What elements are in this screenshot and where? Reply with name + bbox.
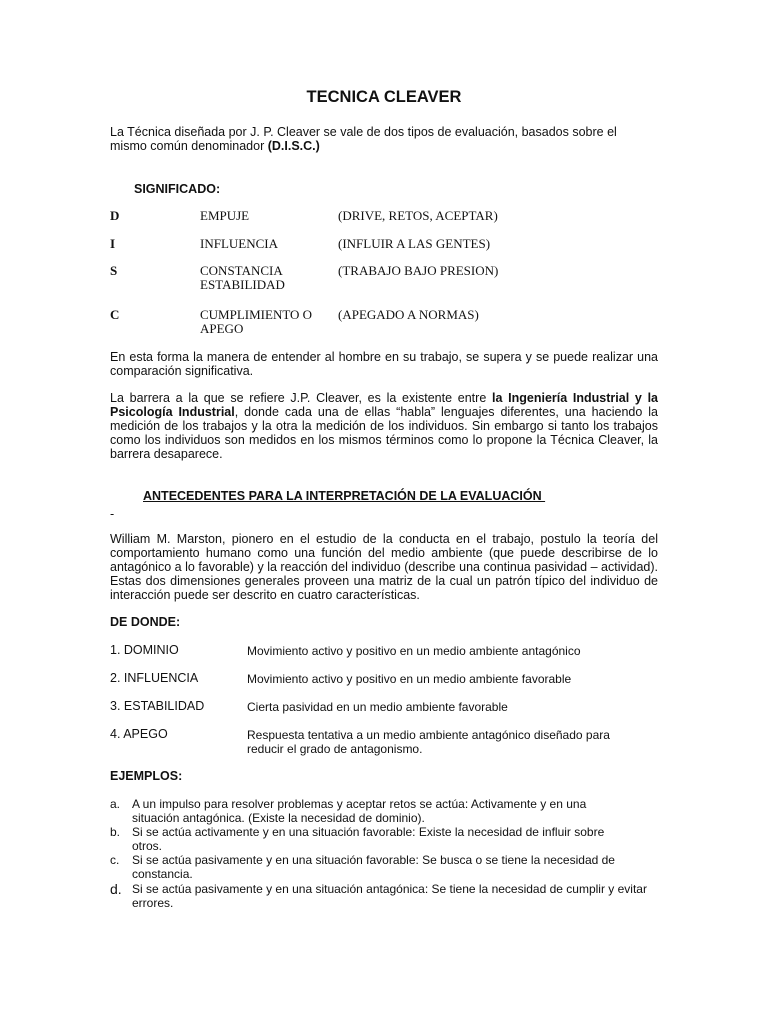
antecedentes-heading: ANTECEDENTES PARA LA INTERPRETACIÓN DE LA EVALUACIÓN xyxy=(143,489,546,503)
word-i: INFLUENCIA xyxy=(200,236,278,251)
barrera-bold: la Ingeniería Industrial y la Psicología Industrial xyxy=(110,391,658,419)
de-donde-desc-1: Movimiento activo y positivo en un medio ambiente antagónico xyxy=(247,644,581,658)
meaning-c: (APEGADO A NORMAS) xyxy=(338,307,479,322)
ejemplo-item-d xyxy=(110,882,658,910)
word-c: CUMPLIMIENTO O APEGO xyxy=(200,307,313,336)
ejemplo-text-a: A un impulso para resolver problemas y aceptar retos se actúa: Activamente y en una situación antagónica. (Existe la necesidad de dominio). xyxy=(132,797,587,825)
antecedentes-dash: - xyxy=(110,507,115,521)
word-d: EMPUJE xyxy=(200,208,250,223)
de-donde-desc-4: Respuesta tentativa a un medio ambiente antagónico diseñado para reducir el grado de antagonismo. xyxy=(247,728,610,756)
letter-c: C xyxy=(110,307,120,322)
ejemplo-text-b: Si se actúa activamente y en una situación favorable: Existe la necesidad de influir sobre otros. xyxy=(132,825,605,853)
de-donde-desc-2: Movimiento activo y positivo en un medio ambiente favorable xyxy=(247,672,572,686)
de-donde-label-3: 3. ESTABILIDAD xyxy=(110,699,205,713)
de-donde-desc-3: Cierta pasividad en un medio ambiente favorable xyxy=(247,700,508,714)
ejemplo-marker-b: b. xyxy=(110,825,121,839)
intro-bold: (D.I.S.C.) xyxy=(267,139,320,153)
ejemplo-marker-c: c. xyxy=(110,853,120,867)
letter-i: I xyxy=(110,236,116,251)
intro-text: La Técnica diseñada por J. P. Cleaver se vale de dos tipos de evaluación, basados sobre el mismo común denominador xyxy=(110,125,617,153)
paragraph-barrera xyxy=(110,391,658,461)
meaning-s: (TRABAJO BAJO PRESION) xyxy=(338,263,499,278)
ejemplo-text-c: Si se actúa pasivamente y en una situación favorable: Se busca o se tiene la necesidad de constancia. xyxy=(132,853,615,881)
de-donde-label-1: 1. DOMINIO xyxy=(110,643,179,657)
barrera-text-1: La barrera a la que se refiere J.P. Cleaver, es la existente entre xyxy=(110,391,492,405)
word-s: CONSTANCIA ESTABILIDAD xyxy=(200,263,285,292)
ejemplo-text-d: Si se actúa pasivamente y en una situación antagónica: Se tiene la necesidad de cumplir y evitar errores. xyxy=(132,882,647,910)
de-donde-heading: DE DONDE: xyxy=(110,615,181,629)
ejemplos-heading: EJEMPLOS: xyxy=(110,769,183,783)
ejemplo-item-c xyxy=(110,853,658,881)
barrera-text-2: , donde cada una de ellas “habla” lenguajes diferentes, una haciendo la medición de los trabajos y la otra la medición de los individuos. Sin embargo si tanto los trabajos como los individuos son medidos en los mismos términos como lo propone la Técnica Cleaver, la barrera desaparece. xyxy=(110,405,658,461)
paragraph-comparacion: En esta forma la manera de entender al hombre en su trabajo, se supera y se puede realizar una comparación significativa. xyxy=(110,350,658,378)
ejemplo-marker-d: d. xyxy=(110,881,122,897)
document-title: TECNICA CLEAVER xyxy=(306,88,462,106)
meaning-d: (DRIVE, RETOS, ACEPTAR) xyxy=(338,208,498,223)
ejemplo-item-b xyxy=(110,825,658,853)
letter-s: S xyxy=(110,263,118,278)
intro-paragraph xyxy=(110,125,650,153)
de-donde-label-4: 4. APEGO xyxy=(110,727,168,741)
letter-d: D xyxy=(110,208,120,223)
significado-heading: SIGNIFICADO: xyxy=(134,182,221,196)
de-donde-label-2: 2. INFLUENCIA xyxy=(110,671,199,685)
ejemplo-marker-a: a. xyxy=(110,797,121,811)
ejemplo-item-a xyxy=(110,797,658,825)
paragraph-marston: William M. Marston, pionero en el estudio de la conducta en el trabajo, postulo la teoría del comportamiento humano como una función del medio ambiente (que puede describirse de lo antagónico a lo favorable) y la reacción del individuo (describe una continua pasividad – actividad). Estas dos dimensiones generales proveen una matriz de la cual un patrón típico del individuo de interacción puede ser descrito en cuatro características. xyxy=(110,532,658,602)
meaning-i: (INFLUIR A LAS GENTES) xyxy=(338,236,491,251)
